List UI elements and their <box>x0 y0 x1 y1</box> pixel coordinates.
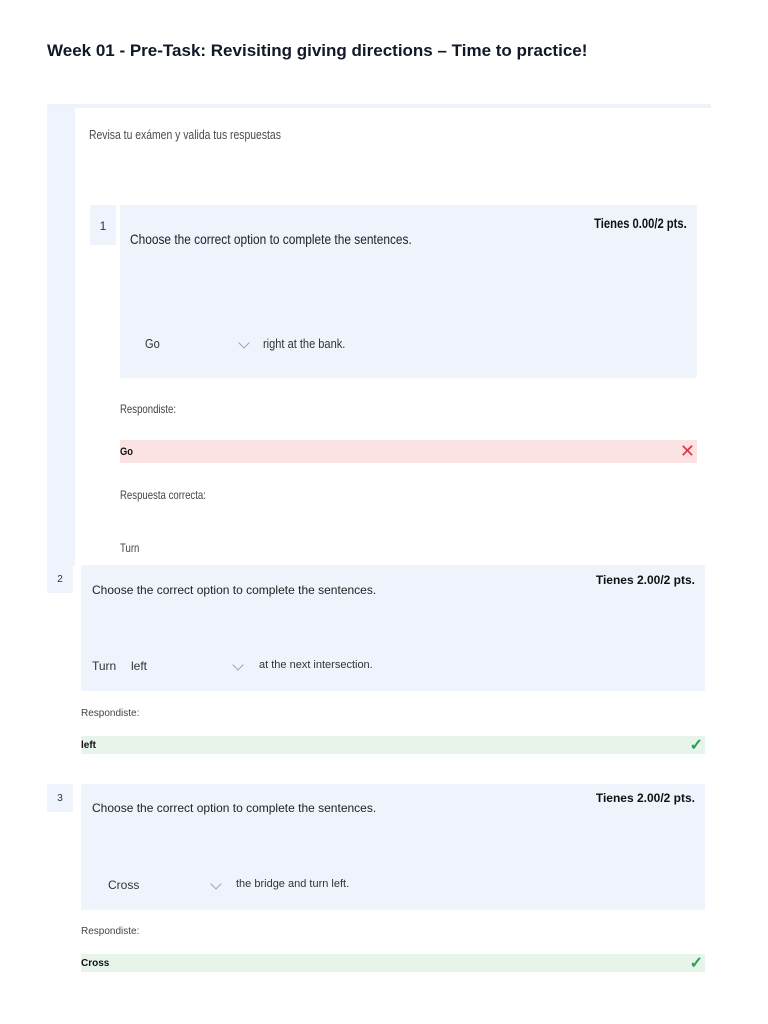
question-card <box>81 784 705 910</box>
answered-value: Go <box>120 445 133 458</box>
sentence-text: at the next intersection. <box>259 659 373 671</box>
correct-answer-label: Respuesta correcta: <box>120 488 206 502</box>
sentence-prefix: Turn <box>92 659 117 673</box>
question-score: Tienes 2.00/2 pts. <box>595 791 695 805</box>
question-prompt: Choose the correct option to complete the sentences. <box>92 583 377 597</box>
question-prompt: Choose the correct option to complete the sentences. <box>92 801 377 815</box>
answer-dropdown[interactable]: Cross <box>108 878 140 892</box>
question-card <box>120 205 697 378</box>
review-sidebar-strip <box>47 108 75 566</box>
answer-bar-correct <box>81 954 705 972</box>
you-answered-label: Respondiste: <box>81 926 140 937</box>
question-score: Tienes 0.00/2 pts. <box>594 215 687 231</box>
you-answered-label: Respondiste: <box>120 402 177 416</box>
you-answered-label: Respondiste: <box>81 708 140 719</box>
answer-bar-correct <box>81 736 705 754</box>
answer-dropdown[interactable]: Go <box>145 336 160 351</box>
chevron-down-icon[interactable] <box>210 878 221 889</box>
sentence-text: the bridge and turn left. <box>236 878 350 890</box>
question-score: Tienes 2.00/2 pts. <box>595 573 695 587</box>
question-card <box>81 565 705 691</box>
answer-dropdown[interactable]: left <box>131 659 148 673</box>
question-prompt: Choose the correct option to complete the sentences. <box>130 231 412 247</box>
answered-value: Cross <box>81 957 110 969</box>
answer-bar-incorrect <box>120 440 697 463</box>
correct-answer-value: Turn <box>120 541 140 555</box>
question-number: 3 <box>47 784 73 812</box>
question-number: 1 <box>90 205 116 245</box>
check-icon: ✓ <box>689 737 703 754</box>
chevron-down-icon[interactable] <box>238 337 249 348</box>
answered-value: left <box>81 739 96 751</box>
page-title: Week 01 - Pre-Task: Revisiting giving directions – Time to practice! <box>47 41 588 60</box>
sentence-text: right at the bank. <box>263 336 346 351</box>
question-number: 2 <box>47 565 73 593</box>
close-icon: ✕ <box>679 441 695 461</box>
chevron-down-icon[interactable] <box>232 659 243 670</box>
check-icon: ✓ <box>689 955 703 972</box>
review-note: Revisa tu exámen y valida tus respuestas <box>89 127 281 142</box>
